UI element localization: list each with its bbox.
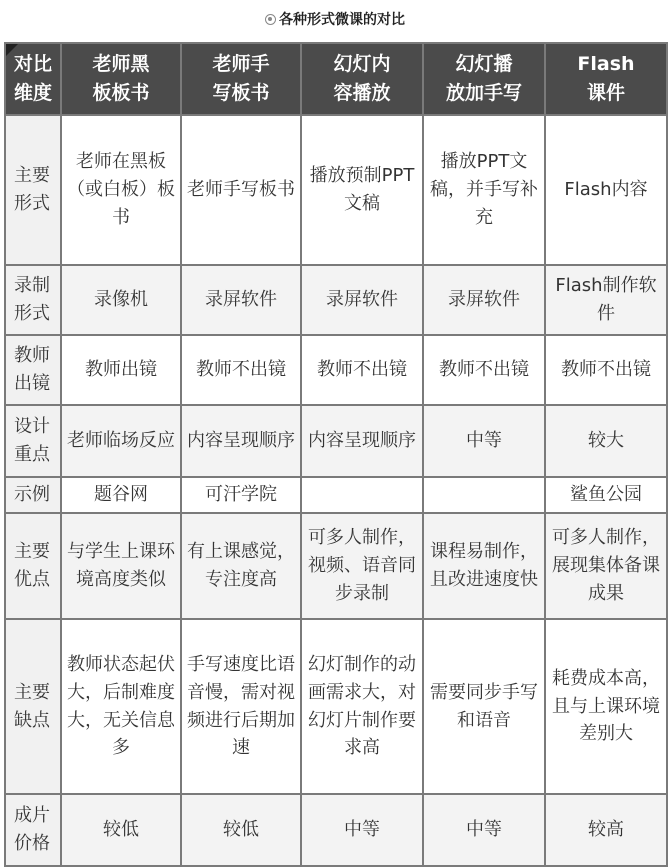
table-cell: 播放PPT文稿，并手写补充 [423,115,545,265]
table-cell: 录屏软件 [301,265,423,335]
row-label [5,794,61,866]
row-label-text: 录制形式 [14,275,50,324]
table-row [5,265,667,335]
header-line: 幻灯内 [333,52,391,75]
table-cell: 较低 [61,794,181,866]
table-cell: 中等 [301,794,423,866]
table-cell [423,477,545,513]
table-cell: 题谷网 [61,477,181,513]
table-cell: 内容呈现顺序 [181,405,301,477]
header-line: Flash [577,52,635,75]
table-cell: 可多人制作，视频、语音同步录制 [301,513,423,619]
table-cell: 中等 [423,405,545,477]
row-label-text: 主要缺点 [14,681,50,731]
row-label-text: 教师出镜 [14,345,50,394]
table-cell: 录像机 [61,265,181,335]
row-label [5,265,61,335]
column-header [423,43,545,115]
table-cell: 耗费成本高，且与上课环境差别大 [545,619,667,794]
column-header [545,43,667,115]
table-cell: 可汗学院 [181,477,301,513]
row-label-text: 设计重点 [14,416,50,465]
table-cell: 老师手写板书 [181,115,301,265]
table-cell: 录屏软件 [423,265,545,335]
column-header [181,43,301,115]
table-cell: 教师不出镜 [545,335,667,405]
row-label [5,619,61,794]
table-cell: 手写速度比语音慢，需对视频进行后期加速 [181,619,301,794]
row-label-text: 主要形式 [14,165,50,214]
row-label-text: 主要优点 [14,541,50,590]
corner-triangle-icon [6,44,18,56]
table-row [5,477,667,513]
table-cell: Flash制作软件 [545,265,667,335]
table-cell: 教师出镜 [61,335,181,405]
header-line: 幻灯播 [455,52,513,75]
row-label-text: 成片价格 [14,805,50,854]
table-row [5,405,667,477]
table-cell: 较大 [545,405,667,477]
table-cell: 教师不出镜 [423,335,545,405]
table-cell: 播放预制PPT文稿 [301,115,423,265]
table-cell: Flash内容 [545,115,667,265]
header-line: 板板书 [92,82,150,104]
row-label [5,335,61,405]
header-line: 课件 [586,82,625,104]
table-cell: 幻灯制作的动画需求大，对幻灯片制作要求高 [301,619,423,794]
table-cell: 较低 [181,794,301,866]
comparison-table [4,42,668,867]
table-cell: 中等 [423,794,545,866]
row-label-text: 示例 [14,484,50,506]
table-cell [301,477,423,513]
table-cell: 课程易制作，且改进速度快 [423,513,545,619]
header-line: 放加手写 [445,82,522,104]
table-cell: 老师临场反应 [61,405,181,477]
table-cell: 教师不出镜 [181,335,301,405]
table-cell: 有上课感觉，专注度高 [181,513,301,619]
table-body [5,115,667,866]
table-cell: 较高 [545,794,667,866]
table-row [5,794,667,866]
radio-bullet-icon [265,14,276,25]
table-cell: 教师不出镜 [301,335,423,405]
header-line: 容播放 [333,82,391,104]
table-row [5,513,667,619]
table-cell: 与学生上课环境高度类似 [61,513,181,619]
row-label [5,405,61,477]
table-row [5,115,667,265]
row-label [5,115,61,265]
table-cell: 教师状态起伏大，后制难度大，无关信息多 [61,619,181,794]
table-row [5,619,667,794]
table-row [5,335,667,405]
header-line: 老师手 [212,52,270,75]
header-line: 维度 [13,82,52,104]
header-line: 写板书 [212,82,270,104]
header-line: 老师黑 [92,52,150,75]
table-cell: 鲨鱼公园 [545,477,667,513]
table-caption [0,0,670,38]
header-corner [5,43,61,115]
table-cell: 老师在黑板（或白板）板书 [61,115,181,265]
table-cell: 需要同步手写和语音 [423,619,545,794]
header-row [5,43,667,115]
caption-text: 各种形式微课的对比 [279,12,405,28]
header-line: 对比 [13,52,52,75]
column-header [301,43,423,115]
row-label [5,477,61,513]
table-cell: 录屏软件 [181,265,301,335]
table-cell: 内容呈现顺序 [301,405,423,477]
column-header [61,43,181,115]
row-label [5,513,61,619]
table-cell: 可多人制作，展现集体备课成果 [545,513,667,619]
